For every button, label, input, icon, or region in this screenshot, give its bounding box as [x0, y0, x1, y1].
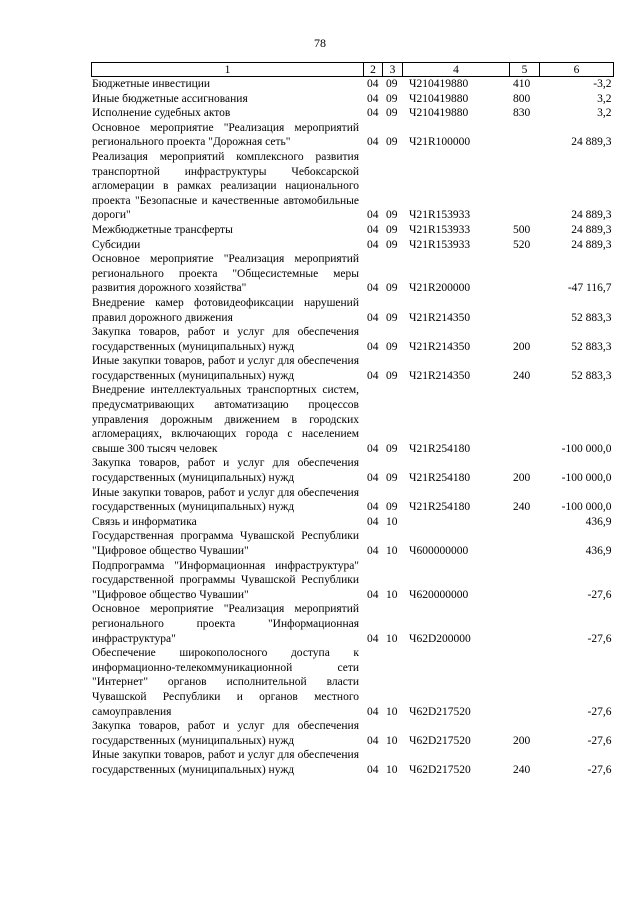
row-name: Внедрение интеллектуальных транспортных систем, предусматривающих автоматизацию процессов управления дорожным движением в городских агломерациях, включающих города с населением свыше 300 тысяч человек — [92, 384, 359, 455]
row-subsection: 09 — [386, 209, 398, 222]
row-section: 04 — [367, 107, 379, 120]
row-expense-type — [510, 296, 540, 325]
row-expense-type: 520 — [513, 238, 531, 251]
row-expense-type — [510, 383, 540, 456]
table-row — [92, 106, 614, 121]
row-amount: 24 889,3 — [571, 209, 612, 222]
row-subsection: 09 — [386, 442, 398, 455]
row-amount: 3,2 — [597, 107, 612, 120]
row-section: 04 — [367, 632, 379, 645]
row-subsection: 10 — [386, 763, 398, 776]
row-subsection: 09 — [386, 107, 398, 120]
row-target-code: Ч62D217520 — [409, 734, 471, 747]
row-section: 04 — [367, 734, 379, 747]
row-subsection: 10 — [386, 515, 398, 528]
row-amount: -27,6 — [587, 588, 612, 601]
row-target-code: Ч210419880 — [409, 92, 469, 105]
row-name: Иные закупки товаров, работ и услуг для обеспечения государственных (муниципальных) нужд — [92, 355, 359, 382]
table-row — [92, 602, 614, 646]
table-header-row — [92, 63, 614, 77]
row-name: Подпрограмма "Информационная инфраструктура" государственной программы Чувашской Республики "Цифровое общество Чувашии" — [92, 559, 359, 601]
row-amount: -27,6 — [587, 632, 612, 645]
row-name: Иные бюджетные ассигнования — [92, 92, 248, 105]
header-col-1: 1 — [92, 63, 364, 77]
table-row — [92, 121, 614, 150]
row-name: Межбюджетные трансферты — [92, 223, 233, 236]
row-expense-type: 800 — [513, 92, 531, 105]
row-subsection: 09 — [386, 311, 398, 324]
row-amount: 24 889,3 — [571, 238, 612, 251]
table-row — [92, 515, 614, 530]
row-amount: 436,9 — [585, 515, 612, 528]
row-amount: 436,9 — [585, 545, 612, 557]
row-target-code — [403, 515, 510, 530]
table-row — [92, 77, 614, 92]
row-name: Бюджетные инвестиции — [92, 78, 211, 90]
row-section: 04 — [367, 515, 379, 528]
row-target-code: Ч21R254180 — [409, 501, 471, 514]
table-row — [92, 252, 614, 296]
table-row — [92, 223, 614, 238]
row-subsection: 10 — [386, 588, 398, 601]
row-target-code: Ч21R200000 — [409, 282, 471, 295]
row-amount: -27,6 — [587, 705, 612, 718]
row-section: 04 — [367, 442, 379, 455]
row-name: Государственная программа Чувашской Республики "Цифровое общество Чувашии" — [92, 530, 359, 557]
row-subsection: 09 — [386, 92, 398, 105]
row-subsection: 09 — [386, 238, 398, 251]
row-section: 04 — [367, 209, 379, 222]
row-target-code: Ч21R254180 — [409, 442, 471, 455]
row-subsection: 10 — [386, 632, 398, 645]
row-section: 04 — [367, 340, 379, 353]
row-name: Закупка товаров, работ и услуг для обеспечения государственных (муниципальных) нужд — [92, 720, 359, 747]
row-section: 04 — [367, 78, 379, 90]
row-amount: -100 000,0 — [561, 442, 612, 455]
table-row — [92, 150, 614, 223]
row-subsection: 09 — [386, 472, 398, 485]
row-target-code: Ч62D217520 — [409, 763, 471, 776]
row-expense-type: 200 — [513, 472, 531, 485]
row-section: 04 — [367, 238, 379, 251]
row-section: 04 — [367, 472, 379, 485]
row-name: Реализация мероприятий комплексного развития транспортной инфраструктуры Чебоксарской агломерации в рамках реализации национального проекта "Безопасные и качественные автомобильные дороги" — [92, 150, 359, 222]
row-section: 04 — [367, 705, 379, 718]
row-name: Иные закупки товаров, работ и услуг для обеспечения государственных (муниципальных) нужд — [92, 486, 359, 514]
row-section: 04 — [367, 545, 379, 557]
table-row — [92, 646, 614, 719]
row-name: Обеспечение широкополосного доступа к информационно-телекоммуникационной сети "Интернет" органов исполнительной власти Чувашской Республики и органов местного самоуправления — [92, 647, 359, 718]
row-name: Основное мероприятие "Реализация мероприятий регионального проекта "Общесистемные меры развития дорожного хозяйства" — [92, 253, 359, 295]
row-expense-type: 240 — [513, 369, 531, 382]
row-subsection: 10 — [386, 545, 398, 557]
table-row — [92, 238, 614, 253]
row-target-code: Ч21R153933 — [409, 238, 471, 251]
row-target-code: Ч62D200000 — [409, 632, 471, 645]
row-amount: 52 883,3 — [571, 369, 612, 382]
row-expense-type — [510, 252, 540, 296]
table-row — [92, 719, 614, 748]
row-expense-type: 200 — [513, 734, 531, 747]
row-expense-type: 240 — [513, 501, 531, 514]
row-subsection: 09 — [386, 340, 398, 353]
table-row — [92, 456, 614, 485]
row-target-code: Ч21R214350 — [409, 369, 471, 382]
row-name: Основное мероприятие "Реализация мероприятий регионального проекта "Информационная инфраструктура" — [92, 603, 359, 645]
row-expense-type — [510, 529, 540, 558]
row-target-code: Ч21R100000 — [409, 136, 471, 149]
row-section: 04 — [367, 763, 379, 776]
row-target-code: Ч62D217520 — [409, 705, 471, 718]
row-amount: 24 889,3 — [571, 223, 612, 236]
row-subsection: 09 — [386, 369, 398, 382]
row-target-code: Ч21R254180 — [409, 472, 471, 485]
table-row — [92, 748, 614, 777]
header-col-3: 3 — [383, 63, 403, 77]
row-amount: -47 116,7 — [567, 282, 612, 295]
row-amount: -100 000,0 — [561, 501, 612, 514]
row-expense-type — [510, 515, 540, 530]
row-target-code: Ч210419880 — [409, 78, 469, 90]
row-subsection: 09 — [386, 282, 398, 295]
table-row — [92, 529, 614, 558]
row-section: 04 — [367, 92, 379, 105]
row-target-code: Ч210419880 — [409, 107, 469, 120]
row-section: 04 — [367, 223, 379, 236]
row-name: Связь и информатика — [92, 515, 197, 528]
table-row — [92, 325, 614, 354]
table-body — [92, 77, 614, 778]
row-subsection: 10 — [386, 734, 398, 747]
row-name: Закупка товаров, работ и услуг для обеспечения государственных (муниципальных) нужд — [92, 326, 359, 353]
row-subsection: 09 — [386, 501, 398, 514]
row-amount: -27,6 — [587, 734, 612, 747]
row-subsection: 09 — [386, 136, 398, 149]
row-expense-type: 410 — [513, 78, 531, 90]
row-section: 04 — [367, 311, 379, 324]
row-target-code: Ч600000000 — [409, 545, 469, 557]
row-target-code: Ч620000000 — [409, 588, 469, 601]
row-target-code: Ч21R153933 — [409, 223, 471, 236]
row-subsection: 09 — [386, 223, 398, 236]
row-amount: 24 889,3 — [571, 136, 612, 149]
row-subsection: 10 — [386, 705, 398, 718]
row-amount: 52 883,3 — [571, 340, 612, 353]
header-col-5: 5 — [510, 63, 540, 77]
row-section: 04 — [367, 369, 379, 382]
row-expense-type: 500 — [513, 223, 531, 236]
row-expense-type: 200 — [513, 340, 531, 353]
row-expense-type — [510, 150, 540, 223]
row-expense-type: 240 — [513, 763, 531, 776]
row-target-code: Ч21R214350 — [409, 311, 471, 324]
row-name: Субсидии — [92, 238, 141, 251]
header-col-4: 4 — [403, 63, 510, 77]
row-section: 04 — [367, 136, 379, 149]
table-row — [92, 383, 614, 456]
row-expense-type — [510, 602, 540, 646]
row-amount: -27,6 — [587, 763, 612, 776]
row-amount: -100 000,0 — [561, 472, 612, 485]
row-name: Закупка товаров, работ и услуг для обеспечения государственных (муниципальных) нужд — [92, 457, 359, 485]
row-expense-type — [510, 646, 540, 719]
row-section: 04 — [367, 588, 379, 601]
row-name: Основное мероприятие "Реализация мероприятий регионального проекта "Дорожная сеть" — [92, 121, 359, 149]
row-name: Исполнение судебных актов — [92, 107, 231, 120]
row-subsection: 09 — [386, 78, 398, 90]
row-expense-type — [510, 121, 540, 150]
row-amount: 52 883,3 — [571, 311, 612, 324]
row-target-code: Ч21R214350 — [409, 340, 471, 353]
row-section: 04 — [367, 282, 379, 295]
table-row — [92, 296, 614, 325]
header-col-2: 2 — [364, 63, 383, 77]
table-row — [92, 559, 614, 603]
table-row — [92, 92, 614, 107]
row-section: 04 — [367, 501, 379, 514]
header-col-6: 6 — [540, 63, 614, 77]
table-row — [92, 354, 614, 383]
row-name: Иные закупки товаров, работ и услуг для обеспечения государственных (муниципальных) нужд — [92, 749, 359, 776]
row-expense-type — [510, 559, 540, 603]
page-number: 78 — [314, 36, 326, 50]
row-target-code: Ч21R153933 — [409, 209, 471, 222]
budget-table — [91, 62, 614, 778]
row-expense-type: 830 — [513, 107, 531, 120]
row-amount: -3,2 — [593, 78, 612, 90]
row-name: Внедрение камер фотовидеофиксации нарушений правил дорожного движения — [92, 296, 359, 324]
row-amount: 3,2 — [597, 92, 612, 105]
table-row — [92, 486, 614, 515]
